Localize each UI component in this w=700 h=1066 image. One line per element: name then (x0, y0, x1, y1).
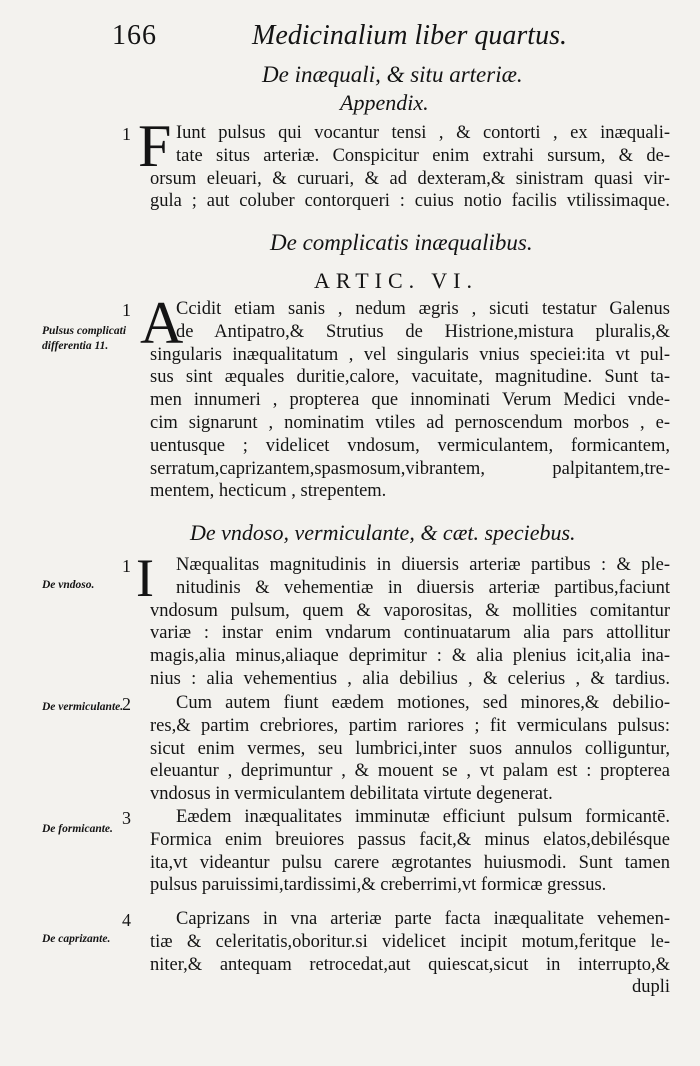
text-line: Caprizans in vna arteriæ parte facta inæqualitate vehemen- (176, 909, 670, 929)
section-heading-2: De complicatis inæqualibus. (270, 230, 533, 255)
text-line: tiæ & celeritatis,oboritur.si videlicet incipit motum,feritque le- (150, 931, 670, 952)
text-line: serratum,caprizantem,spasmosum,vibrantem, palpitantem,tre- (150, 458, 670, 479)
text-line: gula ; aut coluber contorqueri : cuius notio facilis vtilissimaque. (150, 191, 670, 212)
section-heading-1: De inæquali, & situ arteriæ. (262, 62, 523, 87)
text-line: pulsus paruissimi,tardissimi,& creberrimi,vt formicæ gressus. (150, 875, 607, 896)
paragraph-text (150, 122, 670, 213)
paragraph-number: 1 (122, 556, 131, 576)
text-line: sicut enim vermes, seu lumbrici,inter suos annulos colliguntur, (150, 738, 670, 759)
drop-cap-letter: I (136, 548, 154, 608)
text-line: eleuantur , deprimuntur , & mouent se , vt palam est : propterea (150, 761, 670, 782)
paragraph-number: 1 (122, 300, 131, 320)
text-line: uentusque ; videlicet vndosum, vermiculantem, formicantem, (150, 435, 670, 456)
text-line: Iunt pulsus qui vocantur tensi , & contorti , ex inæquali- (176, 123, 670, 143)
text-line: Cum autem fiunt eædem motiones, sed minores,& debilio- (176, 693, 670, 713)
drop-cap-letter: A (140, 290, 184, 356)
paragraph-number: 3 (122, 808, 131, 828)
text-line: vndosus in vermiculantem debilitata virtute degenerat. (150, 784, 553, 805)
section-subheading-1: Appendix. (340, 90, 429, 115)
paragraph-text (150, 298, 670, 503)
text-line: de Antipatro,& Strutius de Histrione,mistura pluralis,& (176, 321, 670, 342)
running-head (112, 18, 582, 54)
margin-note: De caprizante. (42, 933, 111, 945)
page-number: 166 (112, 20, 157, 51)
article-label: ARTIC. VI. (314, 268, 478, 293)
paragraph-text (150, 806, 670, 897)
paragraph-text (150, 908, 670, 999)
text-line: ita,vt videantur pulsu carere ægrotantes huiusmodi. Sunt tamen (150, 852, 670, 873)
paragraph-text (150, 554, 670, 691)
text-line: singularis inæqualitatum , vel singularis vnius speciei:ita vt pul- (150, 344, 670, 365)
paragraph-number: 1 (122, 124, 131, 144)
text-line: nitudinis & vehementiæ in diuersis arteriæ partibus,faciunt (176, 577, 670, 598)
text-line: vndosum pulsum, quem & vaporositas, & mollities comitantur (150, 600, 670, 621)
text-line: Eædem inæqualitates imminutæ efficiunt pulsum formicantē. (176, 807, 670, 827)
text-line: Formica enim breuiores passus facit,& minus elatos,debilésque (150, 829, 670, 850)
text-line: Næqualitas magnitudinis in diuersis arteriæ partibus : & ple- (176, 555, 670, 575)
text-line: Ccidit etiam sanis , nedum ægris , sicuti testatur Galenus (176, 299, 670, 319)
text-line: nius : alia vehementius , alia debilius , & celerius , & tardius. (150, 668, 670, 689)
margin-note: De vermiculante. (42, 701, 124, 713)
margin-note: De formicante. (42, 823, 113, 835)
text-line: mentem, hecticum , strepentem. (150, 481, 387, 502)
text-line: res,& partim crebriores, partim rariores ; fit vermiculans pulsus: (150, 715, 670, 736)
text-line: cim signarunt , nominatim vtiles ad pernoscendum morbos , e- (150, 412, 670, 433)
drop-cap-letter: F (138, 113, 172, 179)
text-line: sus sint æquales duritie,calore, vacuitate, magnitudine. Sunt ta- (150, 367, 670, 388)
margin-note: Pulsus complicati differentia 11. (42, 325, 127, 352)
text-line: men innumeri , propterea que innominati Verum Medici vnde- (150, 390, 670, 411)
text-line: tate situs arteriæ. Conspicitur enim extrahi sursum, & de- (176, 145, 670, 166)
text-line: orsum eleuari, & curuari, & ad dexteram,& sinistram quasi vir- (150, 168, 670, 189)
paragraph-number: 4 (122, 910, 131, 930)
text-line: variæ : instar enim vndarum continuatarum alia pars attollitur (150, 623, 670, 644)
paragraph-number: 2 (122, 694, 131, 714)
margin-note: De vndoso. (42, 579, 95, 591)
text-line: magis,alia minus,aliaque deprimitur : & alia plenius icit,alia ina- (150, 646, 670, 667)
section-heading-3: De vndoso, vermiculante, & cæt. speciebus. (190, 520, 576, 545)
running-title: Medicinalium liber quartus. (252, 20, 567, 51)
text-line: niter,& antequam retrocedat,aut quiescat,sicut in interrupto,& (150, 954, 670, 975)
paragraph-text (150, 692, 670, 806)
catchword: dupli (631, 977, 670, 998)
